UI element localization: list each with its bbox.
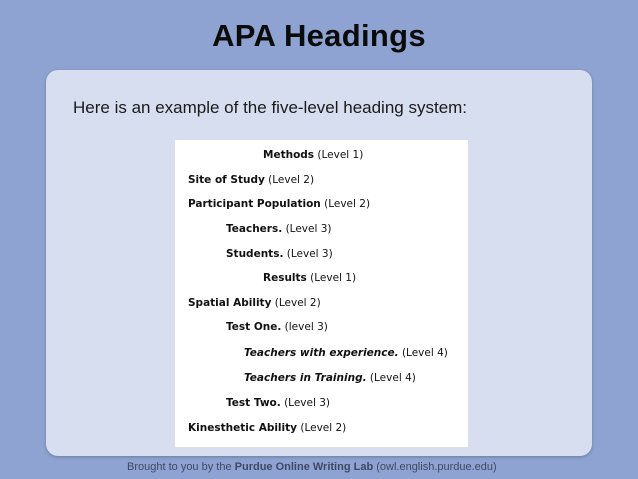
heading-text: Teachers with experience. — [244, 347, 399, 359]
heading-text: Test One. — [226, 321, 282, 333]
footer-prefix: Brought to you by the — [127, 461, 232, 473]
heading-text: Test Two. — [226, 397, 281, 409]
heading-level: (Level 4) — [401, 347, 448, 359]
heading-text: Students. — [226, 248, 284, 260]
heading-text: Spatial Ability — [188, 297, 272, 309]
heading-level: (level 3) — [284, 321, 328, 333]
heading-example-line — [226, 321, 328, 334]
heading-level: (Level 4) — [369, 372, 416, 384]
heading-level: (Level 3) — [286, 248, 333, 260]
heading-level: (Level 2) — [274, 297, 321, 309]
heading-text: Participant Population — [188, 198, 321, 210]
heading-level: (Level 1) — [310, 272, 357, 284]
heading-level: (Level 2) — [324, 198, 371, 210]
heading-example-line — [244, 372, 416, 385]
heading-level: (Level 1) — [317, 149, 364, 161]
heading-example-line — [226, 397, 330, 410]
footer-url: (owl.english.purdue.edu) — [376, 461, 497, 473]
heading-example-line — [188, 297, 321, 310]
intro-text: Here is an example of the five-level heading system: — [73, 98, 468, 117]
footer-lab-name: Purdue Online Writing Lab — [234, 461, 374, 473]
heading-example-line — [188, 174, 314, 187]
heading-text: Methods — [263, 149, 315, 161]
heading-example-box — [175, 140, 468, 447]
heading-level: (Level 3) — [284, 397, 331, 409]
heading-text: Teachers in Training. — [244, 372, 367, 384]
heading-level: (Level 2) — [268, 174, 315, 186]
heading-text: Site of Study — [188, 174, 265, 186]
heading-text: Results — [263, 272, 307, 284]
heading-level: (Level 3) — [285, 223, 332, 235]
heading-example-line — [188, 198, 370, 211]
heading-example-line — [244, 347, 448, 360]
footer-credit — [127, 461, 497, 473]
heading-example-line — [226, 223, 332, 236]
heading-text: Teachers. — [226, 223, 283, 235]
slide-title: APA Headings — [212, 18, 426, 53]
heading-example-line — [226, 248, 333, 261]
heading-text: Kinesthetic Ability — [188, 422, 297, 434]
heading-level: (Level 2) — [300, 422, 347, 434]
heading-example-line — [263, 149, 363, 162]
heading-example-line — [263, 272, 356, 285]
heading-example-line — [188, 422, 346, 435]
